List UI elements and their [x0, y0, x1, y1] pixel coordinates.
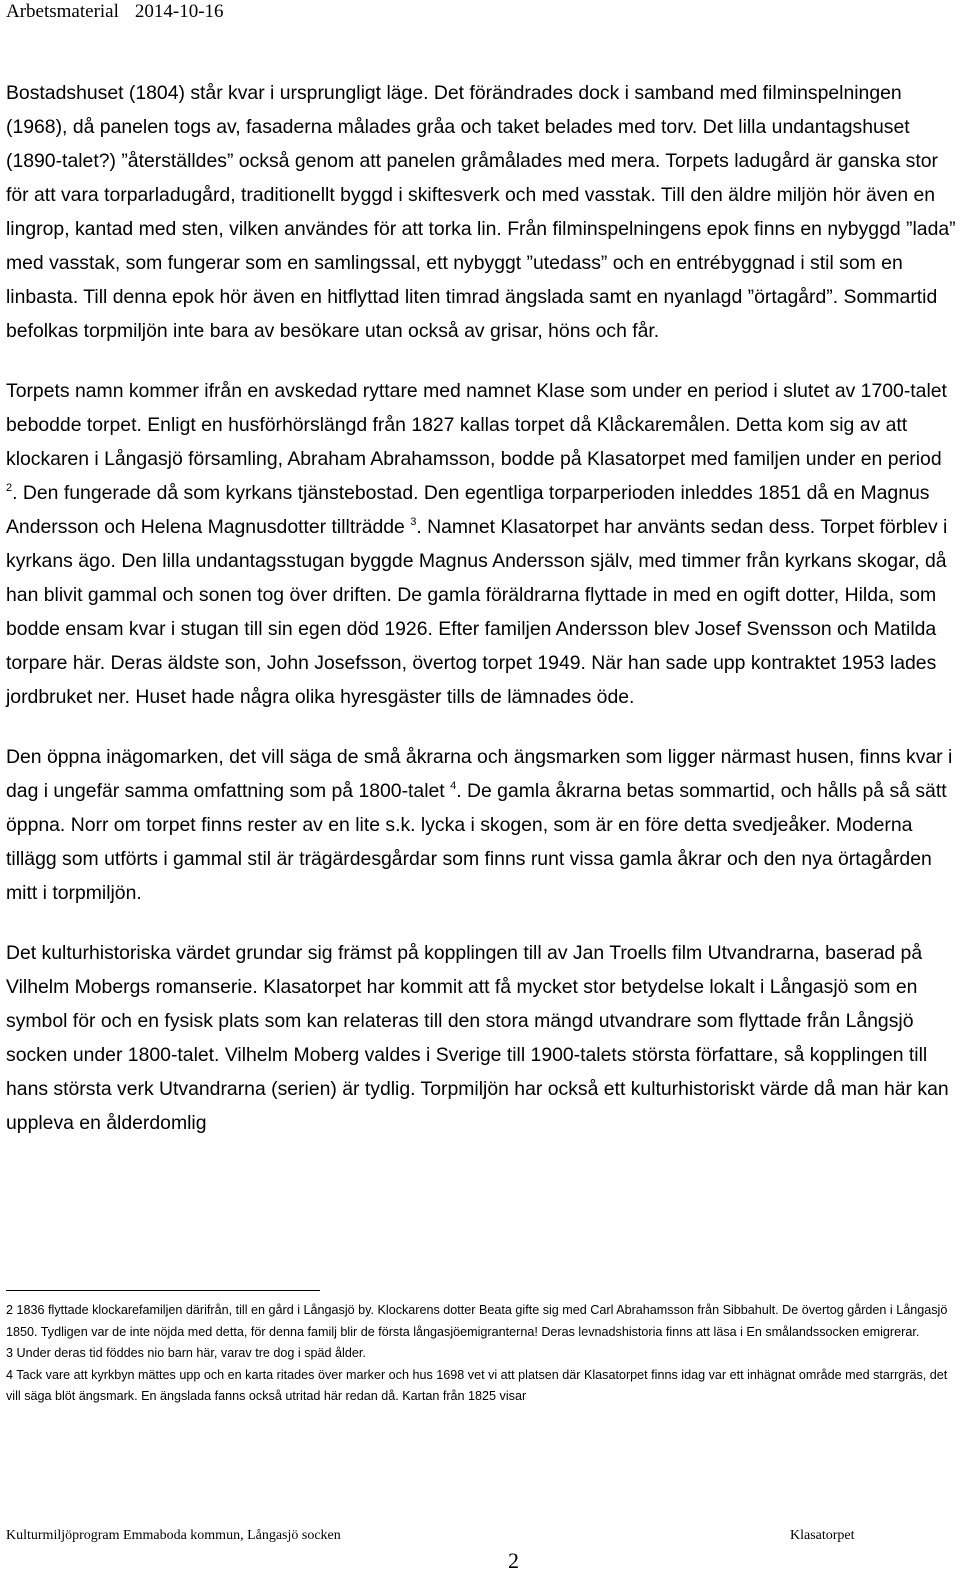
page-header [6, 1, 224, 23]
footer-left-text: Kulturmiljöprogram Emmaboda kommun, Långasjö socken [6, 1528, 341, 1543]
footnotes [6, 1300, 956, 1408]
paragraph [6, 740, 956, 910]
footnote: 2 1836 flyttade klockarefamiljen därifrån, till en gård i Långasjö by. Klockarens dotter Beata gifte sig med Carl Abrahamsson från Sibbahult. De övertog gården i Långasjö 1850. Tydligen var de inte nöjda med detta, för denna familj blir de första långasjöemigranterna! Deras levnadshistoria finns att läsa i En smålandssocken emigrerar. [6, 1303, 948, 1339]
footnote-ref[interactable]: 2 [6, 482, 13, 494]
page-number: 2 [508, 1548, 519, 1573]
paragraph-text: . De gamla åkrarna betas sommartid, och hålls på så sätt öppna. Norr om torpet finns rester av en lite s.k. lycka i skogen, som är en före detta svedjeåker. Moderna tillägg som utförts i gammal stil är trägärdesgårdar som finns runt vissa gamla åkrar och den nya örtagården mitt i torpmiljön. [6, 780, 947, 904]
paragraph-text: Bostadshuset (1804) står kvar i ursprungligt läge. Det förändrades dock i samband med filminspelningen (1968), då panelen togs av, fasaderna målades gråa och taket belades med torv. Det lilla undantagshuset (1890-talet?) ”återställdes” också genom att panelen gråmålades med mera. Torpets ladugård är ganska stor för att vara torparladugård, traditionellt byggd i skiftesverk och med vasstak. Till den äldre miljön hör även en lingrop, kantad med sten, vilken användes för att torka lin. Från filminspelningens epok finns en nybyggd ”lada” med vasstak, som fungerar som en samlingssal, ett nybyggt ”utedass” och en entrébyggnad i stil som en linbasta. Till denna epok hör även en hitflyttad liten timrad ängslada samt en nyanlagd ”örtagård”. Sommartid befolkas torpmiljön inte bara av besökare utan också av grisar, höns och får. [6, 82, 956, 342]
paragraph-text: Det kulturhistoriska värdet grundar sig främst på kopplingen till av Jan Troells film Utvandrarna, baserad på Vilhelm Mobergs romanserie. Klasatorpet har kommit att få mycket stor betydelse lokalt i Långasjö som en symbol för och en fysisk plats som kan relateras till den stora mängd utvandrare som flyttade från Långsjö socken under 1800-talet. Vilhelm Moberg valdes i Sverige till 1900-talets största författare, så kopplingen till hans största verk Utvandrarna (serien) är tydlig. Torpmiljön har också ett kulturhistoriskt värde då man här kan uppleva en ålderdomlig [6, 942, 949, 1134]
paragraph-text: Torpets namn kommer ifrån en avskedad ryttare med namnet Klase som under en period i slutet av 1700-talet bebodde torpet. Enligt en husförhörslängd från 1827 kallas torpet då Klåckaremålen. Detta kom sig av att klockaren i Långasjö församling, Abraham Abrahamsson, bodde på Klasatorpet med familjen under en period [6, 380, 947, 470]
body-text [6, 76, 956, 1166]
footnote-separator [6, 1290, 320, 1291]
paragraph-text: . Namnet Klasatorpet har använts sedan dess. Torpet förblev i kyrkans ägo. Den lilla undantagsstugan byggde Magnus Andersson själv, med timmer från kyrkans skogar, då han blivit gammal och sonen tog över driften. De gamla föräldrarna flyttade in med en ogift dotter, Hilda, som bodde ensam kvar i stugan till sin egen död 1926. Efter familjen Andersson blev Josef Svensson och Matilda torpare här. Deras äldste son, John Josefsson, övertog torpet 1949. När han sade upp kontraktet 1953 lades jordbruket ner. Huset hade några olika hyresgäster tills de lämnades öde. [6, 516, 948, 708]
paragraph-text: Den öppna inägomarken, det vill säga de små åkrarna och ängsmarken som ligger närmast husen, finns kvar i dag i ungefär samma omfattning som på 1800-talet [6, 746, 953, 802]
paragraph [6, 936, 956, 1140]
footnote: 4 Tack vare att kyrkbyn mättes upp och en karta ritades över marker och hus 1698 vet vi att platsen där Klasatorpet finns idag var ett inhägnat område med starrgräs, det vill säga blöt ängsmark. En ängslada fanns också utritad här redan då. Kartan från 1825 visar [6, 1367, 948, 1403]
footnote-ref[interactable]: 4 [450, 780, 457, 792]
footnote-ref[interactable]: 3 [410, 516, 417, 528]
header-label: Arbetsmaterial [6, 1, 119, 22]
footnote: 3 Under deras tid föddes nio barn här, varav tre dog i späd ålder. [6, 1346, 366, 1360]
paragraph [6, 76, 956, 348]
paragraph-text: . Den fungerade då som kyrkans tjänstebostad. Den egentliga torparperioden inleddes 1851 då en Magnus Andersson och Helena Magnusdotter tillträdde [6, 482, 930, 538]
paragraph [6, 374, 956, 714]
footer-right-text: Klasatorpet [790, 1528, 855, 1543]
header-date: 2014-10-16 [134, 1, 224, 22]
